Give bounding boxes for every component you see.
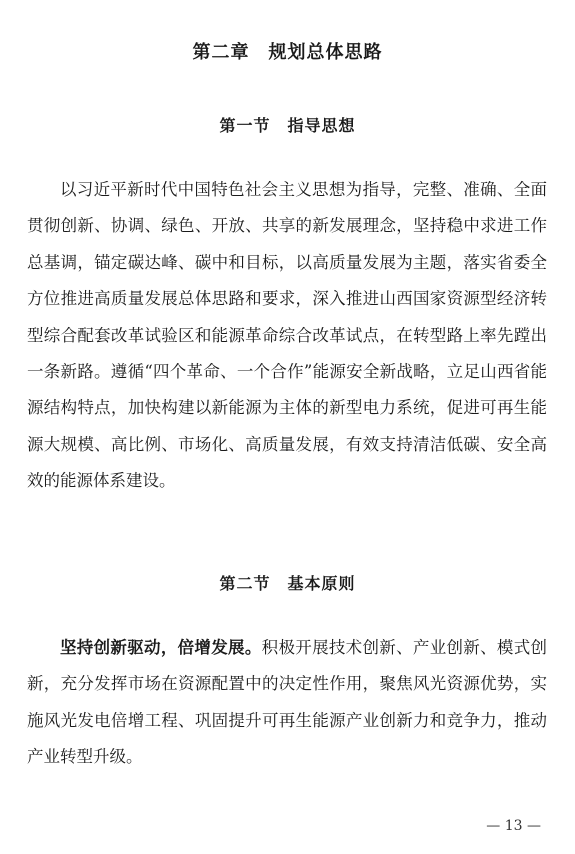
page-number: — 13 — [486,818,541,834]
paragraph-text: 积极开展技术创新、产业创新、模式创新，充分发挥市场在资源配置中的决定性作用，聚焦风光资源优势，实施风光发电倍增工程、巩固提升可再生能源产业创新力和竞争力，推动产业转型升级。 [27,638,548,767]
section-title-guiding-ideology: 第一节 指导思想 [219,116,356,135]
section-title-basic-principles: 第二节 基本原则 [219,574,356,593]
chapter-title: 第二章 规划总体思路 [192,42,383,63]
paragraph-lead-bold: 坚持创新驱动，倍增发展。 [60,638,262,657]
paragraph-guiding-ideology [27,172,547,500]
paragraph-text: 以习近平新时代中国特色社会主义思想为指导，完整、准确、全面贯彻创新、协调、绿色、开放、共享的新发展理念，坚持稳中求进工作总基调，锚定碳达峰、碳中和目标，以高质量发展为主题，落实省委全方位推进高质量发展总体思路和要求，深入推进山西国家资源型经济转型综合配套改革试验区和能源革命综合改革试点，在转型路上率先蹚出一条新路。遵循“四个革命、一个合作”能源安全新战略，立足山西省能源结构特点，加快构建以新能源为主体的新型电力系统，促进可再生能源大规模、高比例、市场化、高质量发展，有效支持清洁低碳、安全高效的能源体系建设。 [27,180,547,491]
paragraph-basic-principles [27,630,547,776]
